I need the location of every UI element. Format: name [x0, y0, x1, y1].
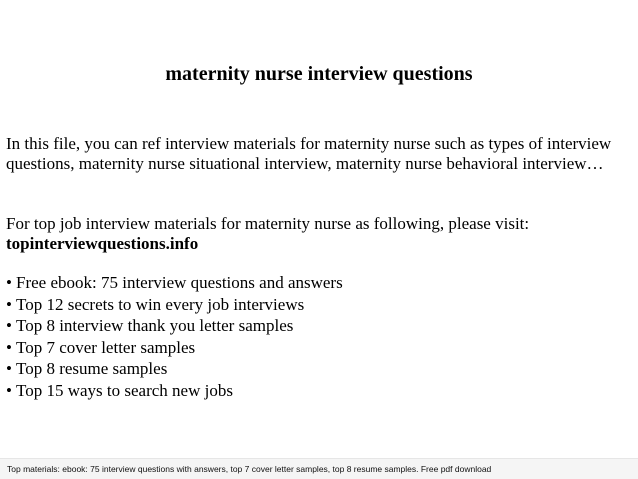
- page-title: maternity nurse interview questions: [165, 63, 473, 85]
- materials-list: [6, 273, 343, 402]
- list-item-text: Top 12 secrets to win every job interviews: [16, 294, 305, 314]
- bullet-icon: •: [6, 359, 12, 378]
- list-item: [6, 359, 343, 381]
- list-item-text: Top 8 resume samples: [16, 359, 168, 378]
- list-item-text: Free ebook: 75 interview questions and answers: [16, 273, 343, 292]
- list-item: [6, 273, 343, 295]
- bullet-icon: •: [6, 380, 12, 400]
- list-item-text: Top 7 cover letter samples: [16, 337, 196, 357]
- website-link[interactable]: topinterviewquestions.info: [6, 234, 199, 253]
- list-item: [6, 295, 343, 317]
- footer-text: Top materials: ebook: 75 interview questions with answers, top 7 cover letter samples, top 8 resume samples. Free pdf download: [7, 464, 492, 474]
- list-item-text: Top 15 ways to search new jobs: [16, 380, 233, 400]
- bullet-icon: •: [6, 273, 12, 292]
- list-item-text: Top 8 interview thank you letter samples: [16, 316, 294, 335]
- bullet-icon: •: [6, 337, 12, 357]
- bullet-icon: •: [6, 294, 12, 314]
- bullet-icon: •: [6, 316, 12, 335]
- list-item: [6, 381, 343, 403]
- footer-bar: [0, 458, 638, 479]
- list-item: [6, 338, 343, 360]
- visit-instruction: For top job interview materials for maternity nurse as following, please visit:: [6, 214, 530, 233]
- intro-paragraph: In this file, you can ref interview materials for maternity nurse such as types of interview questions, maternity nurse situational interview, maternity nurse behavioral interview…: [6, 134, 612, 173]
- list-item: [6, 316, 343, 338]
